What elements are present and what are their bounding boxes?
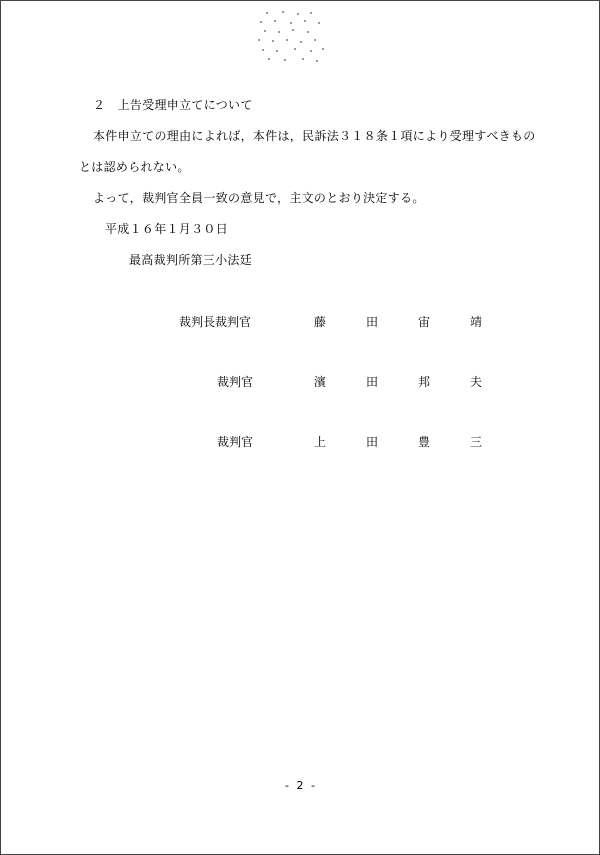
court-seal-stamp [253,9,328,64]
judge-title: 裁判長裁判官 [179,315,252,329]
judge-name-char: 豊 [417,435,430,449]
paragraph-2: よって，裁判官全員一致の意見で，主文のとおり決定する。 [93,191,425,205]
judge-name-char: 靖 [469,315,482,329]
judge-name-char: 夫 [469,375,482,389]
judge-title: 裁判官 [217,375,254,389]
judge-name-char: 三 [469,435,482,449]
court-name: 最高裁判所第三小法廷 [129,253,253,267]
judge-name-char: 田 [365,435,378,449]
judge-name-char: 宙 [417,315,430,329]
judge-name-char: 田 [365,375,378,389]
judge-title: 裁判官 [217,435,254,449]
judge-name-char: 田 [365,315,378,329]
judge-name-char: 濱 [313,375,326,389]
page-number: - 2 - [285,779,317,792]
judge-name-char: 邦 [417,375,430,389]
section-heading: ２ 上告受理申立てについて [93,98,253,112]
paragraph-1-line-2: とは認められない。 [79,160,190,174]
judge-name-char: 藤 [313,315,326,329]
decision-date: 平成１６年１月３０日 [105,222,229,236]
judge-name-char: 上 [313,435,326,449]
paragraph-1-line-1: 本件申立ての理由によれば，本件は，民訴法３１８条１項により受理すべきもの [93,129,536,143]
